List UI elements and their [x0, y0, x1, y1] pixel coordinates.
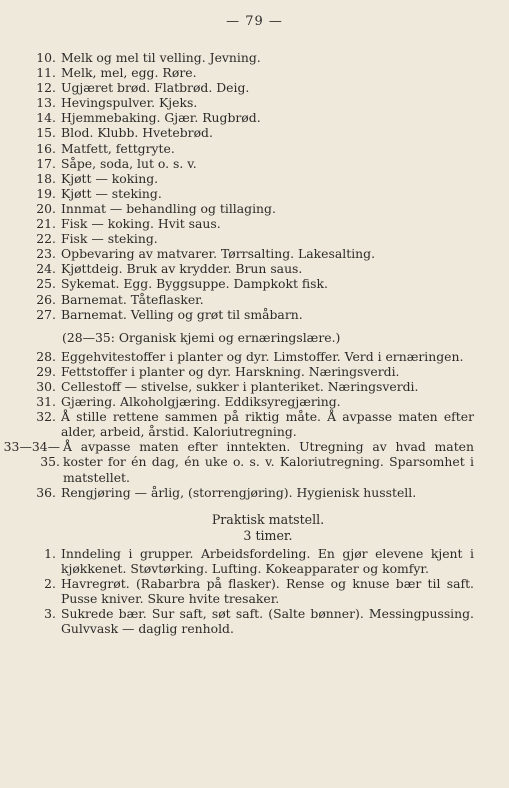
item-number: 33—34—35.	[3, 439, 60, 470]
item-number: 21.	[36, 216, 56, 232]
item-text: Ugjæret brød. Flatbrød. Deig.	[61, 80, 250, 96]
item-text: Melk og mel til velling. Jevning.	[61, 50, 261, 65]
item-number: 29.	[36, 363, 56, 379]
list-item	[28, 394, 474, 409]
item-number: 10.	[36, 50, 56, 65]
item-number: 26.	[36, 291, 56, 307]
item-text: Å stille rettene sammen på riktig måte. Å avpasse maten efter alder, arbeid, årstid. Kaloriutregning.	[61, 409, 474, 440]
section-note: (28—35: Organisk kjemi og ernæringslære.)	[62, 329, 341, 345]
list-item	[28, 606, 474, 636]
item-text: Sukrede bær. Sur saft, søt saft. (Salte bønner). Messingpussing. Gulvvask — daglig renhold.	[61, 606, 474, 637]
list-item	[28, 276, 474, 291]
item-text: Melk, mel, egg. Røre.	[61, 65, 197, 81]
item-number: 2.	[44, 575, 56, 591]
list-item	[28, 349, 474, 364]
item-text: Hevingspulver. Kjeks.	[61, 95, 198, 111]
item-number: 36.	[36, 484, 56, 500]
list-item	[28, 216, 474, 231]
section-heading: Praktisk matstell.	[211, 511, 325, 527]
item-text: Fisk — koking. Hvit saus.	[61, 216, 221, 232]
list-item	[28, 141, 474, 156]
item-number: 23.	[36, 246, 56, 262]
list-item	[28, 576, 474, 606]
item-number: 27.	[36, 306, 56, 322]
list-item	[28, 292, 474, 307]
item-text: Hjemmebaking. Gjær. Rugbrød.	[61, 110, 261, 126]
item-text: Såpe, soda, lut o. s. v.	[61, 155, 197, 171]
section-subheading: 3 timer.	[243, 527, 293, 543]
item-text: Fettstoffer i planter og dyr. Harskning. Næringsverdi.	[61, 363, 400, 379]
item-text: Kjøtt — koking.	[61, 170, 159, 186]
item-text: Fisk — steking.	[61, 231, 158, 247]
item-number: 17.	[36, 155, 56, 171]
item-text: Innmat — behandling og tillaging.	[61, 200, 276, 216]
item-text: Eggehvitestoffer i planter og dyr. Limstoffer. Verd i ernæringen.	[61, 348, 464, 364]
list-item	[28, 246, 474, 261]
curriculum-list	[3, 50, 474, 637]
list-item	[28, 50, 474, 65]
list-item	[0, 439, 474, 484]
item-text: Kjøtt — steking.	[61, 185, 162, 201]
item-number: 19.	[36, 185, 56, 201]
list-item	[28, 65, 474, 80]
item-number: 3.	[44, 606, 56, 622]
list-item	[28, 95, 474, 110]
list-item	[28, 379, 474, 394]
list-item	[28, 546, 474, 576]
item-text: Gjæring. Alkoholgjæring. Eddiksyregjæring.	[61, 394, 341, 410]
item-number: 15.	[36, 125, 56, 141]
item-text: Kjøttdeig. Bruk av krydder. Brun saus.	[61, 261, 303, 277]
item-number: 13.	[36, 95, 56, 111]
page-number: — 79 —	[226, 14, 283, 29]
item-number: 16.	[36, 140, 56, 156]
list-item	[28, 186, 474, 201]
list-item	[28, 261, 474, 276]
item-number: 12.	[36, 80, 56, 96]
item-text: Inndeling i grupper. Arbeidsfordeling. En gjør elevene kjent i kjøkkenet. Støvtørking. Lufting. Kokeapparater og komfyr.	[61, 545, 474, 576]
item-text: Havregrøt. (Rabarbra på flasker). Rense og knuse bær til saft. Pusse kniver. Skure hvite tresaker.	[61, 575, 474, 606]
item-number: 24.	[36, 261, 56, 277]
item-number: 30.	[36, 378, 56, 394]
list-item	[28, 80, 474, 95]
item-number: 14.	[36, 110, 56, 126]
list-item	[28, 409, 474, 439]
item-text: Matfett, fettgryte.	[61, 140, 175, 156]
item-number: 1.	[44, 545, 56, 561]
item-text: Sykemat. Egg. Byggsuppe. Dampkokt fisk.	[61, 276, 328, 292]
list-item	[28, 110, 474, 125]
list-item	[28, 485, 474, 500]
item-text: Rengjøring — årlig, (storrengjøring). Hygienisk husstell.	[61, 484, 417, 500]
list-item	[28, 307, 474, 322]
item-number: 20.	[36, 200, 56, 216]
list-item	[28, 125, 474, 140]
list-item	[28, 171, 474, 186]
item-text: Å avpasse maten efter inntekten. Utregning av hvad maten koster for én dag, én uke o. s. v. Kaloriutregning. Sparsomhet i matstellet.	[63, 439, 474, 485]
list-item	[28, 231, 474, 246]
item-number: 22.	[36, 231, 56, 247]
item-text: Opbevaring av matvarer. Tørrsalting. Lakesalting.	[61, 246, 376, 262]
item-number: 32.	[36, 409, 56, 425]
item-number: 25.	[36, 276, 56, 292]
item-text: Cellestoff — stivelse, sukker i planteriket. Næringsverdi.	[61, 378, 419, 394]
item-text: Blod. Klubb. Hvetebrød.	[61, 125, 213, 141]
list-item	[28, 364, 474, 379]
list-item	[28, 156, 474, 171]
item-number: 31.	[36, 394, 56, 410]
list-item	[28, 201, 474, 216]
item-text: Barnemat. Velling og grøt til småbarn.	[61, 306, 303, 322]
item-number: 28.	[36, 348, 56, 364]
item-number: 18.	[36, 170, 56, 186]
item-number: 11.	[36, 65, 56, 81]
item-text: Barnemat. Tåteflasker.	[61, 291, 204, 307]
